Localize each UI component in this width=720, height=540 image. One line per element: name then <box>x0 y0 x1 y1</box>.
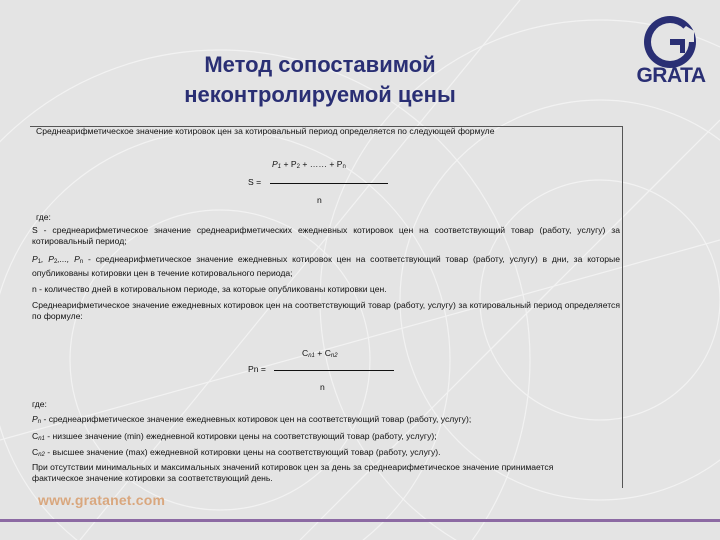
cn2-definition: $С_{n2}$ - высшее значение (max) ежедневной котировки цены на соответствующий товар (работу, услугу). <box>32 447 441 458</box>
intro2-text: Среднеарифметическое значение ежедневных котировок цен на соответствующий товар (работу, услугу) за котировальный период определяется по формуле: <box>32 300 620 321</box>
title-line-2: неконтролируемой цены <box>184 82 456 107</box>
absent-values-note: При отсутствии минимальных и максимальных значений котировок цен за день за среднеарифметическое значение принимается фактическое значение котировки за соответствующий день. <box>32 462 554 483</box>
title-line-1: Метод сопоставимой <box>204 52 436 77</box>
n-definition: n - количество дней в котировальном периоде, за которые опубликованы котировки цен. <box>32 284 387 294</box>
footer-bar <box>0 519 720 522</box>
pn-definition: $P_n$ - среднеарифметическое значение ежедневных котировок цен на соответствующий товар (работу, услугу); <box>32 414 472 425</box>
formula1-denominator: n <box>317 195 322 205</box>
where-label-1: где: <box>36 212 51 222</box>
intro-text: Среднеарифметическое значение котировок цен за котировальный период определяется по следующей формуле <box>36 126 495 136</box>
logo-text: GRATA <box>636 64 706 87</box>
content-right-rule <box>622 126 623 488</box>
formula2-numerator: $С_{n1} + С_{n2}$ <box>302 348 338 359</box>
formula2-denominator: n <box>320 382 325 392</box>
formula2-fraction-bar <box>274 370 394 371</box>
footer-website-link[interactable]: www.gratanet.com <box>38 492 166 508</box>
formula1-lhs: S = <box>248 177 262 187</box>
where-label-2: где: <box>32 399 47 409</box>
slide-title <box>120 50 520 110</box>
cn1-definition: $С_{n1}$ - низшее значение (min) ежедневной котировки цены на соответствующий товар (работу, услугу); <box>32 431 437 442</box>
formula1-numerator: $P_1 + P_2$ + …… + $P_n$ <box>272 159 346 170</box>
s-definition: S - среднеарифметическое значение среднеарифметических ежедневных котировок цен на соответствующий товар (работу, услугу) за котировальный период; <box>32 225 620 246</box>
p-definition: $P_1$, $P_2$,..., $P_n$ - среднеарифметическое значение ежедневных котировок цен на соответствующий товар (работу, услугу) в дни, за которые опубликованы котировки цен в течение котировального периода; <box>32 254 620 278</box>
formula1-fraction-bar <box>270 183 388 184</box>
formula2-lhs: Pn = <box>248 364 266 374</box>
